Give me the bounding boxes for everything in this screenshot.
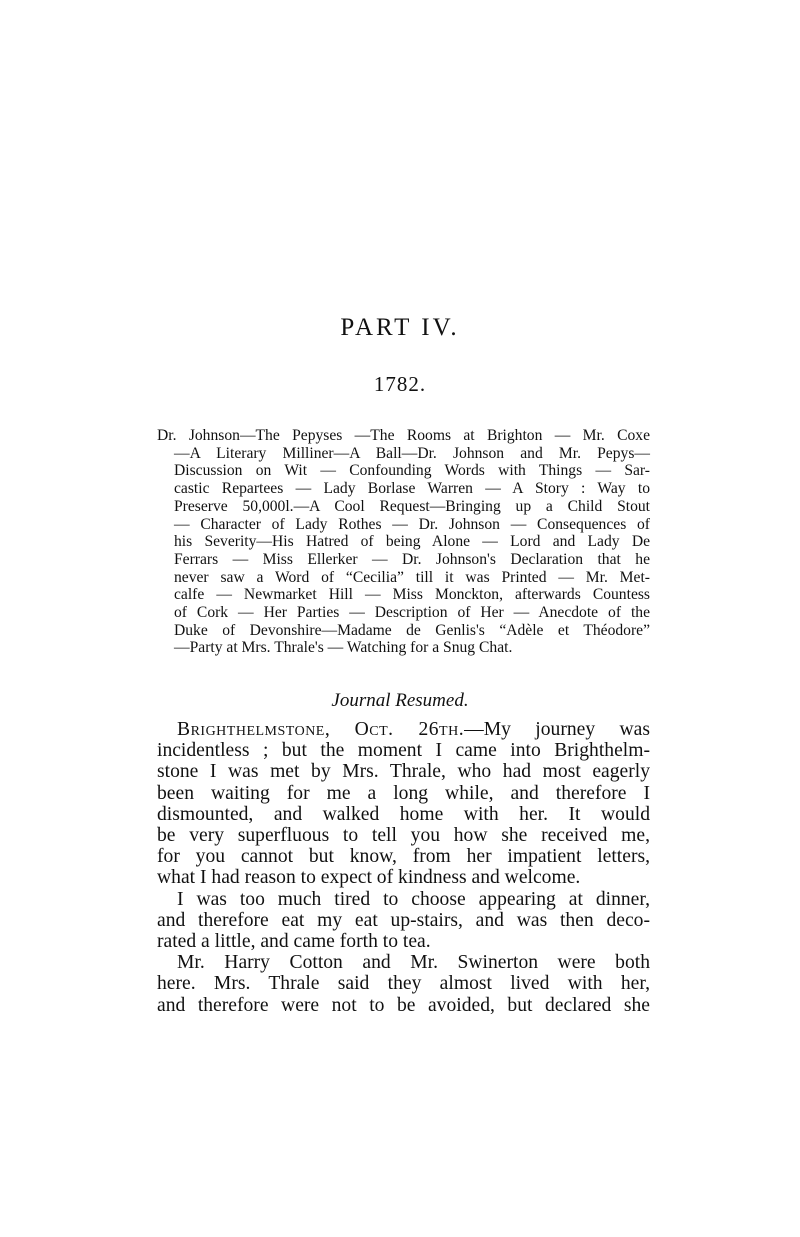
- summary-line: — Character of Lady Rothes — Dr. Johnson — Consequences of: [174, 515, 650, 533]
- part-title: PART IV.: [340, 314, 460, 341]
- body-line: rated a little, and came forth to tea.: [157, 931, 431, 953]
- summary-line: calfe — Newmarket Hill — Miss Monckton, afterwards Countess: [174, 586, 650, 604]
- body-line: here. Mrs. Thrale said they almost lived with her,: [157, 973, 650, 995]
- body-line: incidentless ; but the moment I came into Brighthelm-: [157, 740, 650, 762]
- summary-line: Duke of Devonshire—Madame de Genlis's “Adèle et Théodore”: [174, 621, 650, 639]
- body-text: [157, 719, 650, 1016]
- body-line: what I had reason to expect of kindness and welcome.: [157, 867, 581, 889]
- summary-line: —Party at Mrs. Thrale's — Watching for a Snug Chat.: [174, 639, 513, 657]
- body-line: be very superfluous to tell you how she received me,: [157, 825, 650, 847]
- summary-line: Discussion on Wit — Confounding Words with Things — Sar-: [174, 462, 650, 480]
- summary-line: castic Repartees — Lady Borlase Warren — A Story : Way to: [174, 480, 650, 498]
- dateline-place: Brighthelmstone,: [177, 719, 331, 740]
- body-line: I was too much tired to choose appearing at dinner,: [177, 888, 650, 910]
- section-heading: Journal Resumed.: [331, 690, 469, 711]
- body-line: and therefore eat my eat up-stairs, and was then deco-: [157, 909, 650, 931]
- body-line: stone I was met by Mrs. Thrale, who had most eagerly: [157, 761, 650, 783]
- body-line: dismounted, and walked home with her. It would: [157, 803, 650, 825]
- dateline-date: Oct. 26th.: [354, 719, 465, 740]
- body-line: for you cannot but know, from her impatient letters,: [157, 846, 650, 868]
- summary-line: never saw a Word of “Cecilia” till it was Printed — Mr. Met-: [174, 568, 650, 586]
- body-line: been waiting for me a long while, and therefore I: [157, 782, 650, 804]
- body-line: and therefore were not to be avoided, but declared she: [157, 994, 650, 1016]
- body-line: Mr. Harry Cotton and Mr. Swinerton were both: [177, 952, 650, 974]
- chapter-summary: [157, 427, 650, 657]
- summary-line: —A Literary Milliner—A Ball—Dr. Johnson and Mr. Pepys—: [174, 444, 650, 462]
- summary-line: Ferrars — Miss Ellerker — Dr. Johnson's Declaration that he: [174, 550, 650, 568]
- year-heading: 1782.: [373, 372, 427, 396]
- summary-line: of Cork — Her Parties — Description of Her — Anecdote of the: [174, 604, 650, 622]
- opening-text: —My journey was: [464, 719, 650, 740]
- opening-line: [157, 719, 650, 740]
- summary-line: his Severity—His Hatred of being Alone — Lord and Lady De: [174, 533, 650, 551]
- summary-line: Preserve 50,000l.—A Cool Request—Bringing up a Child Stout: [174, 497, 650, 515]
- summary-line: Dr. Johnson—The Pepyses —The Rooms at Brighton — Mr. Coxe: [157, 427, 650, 444]
